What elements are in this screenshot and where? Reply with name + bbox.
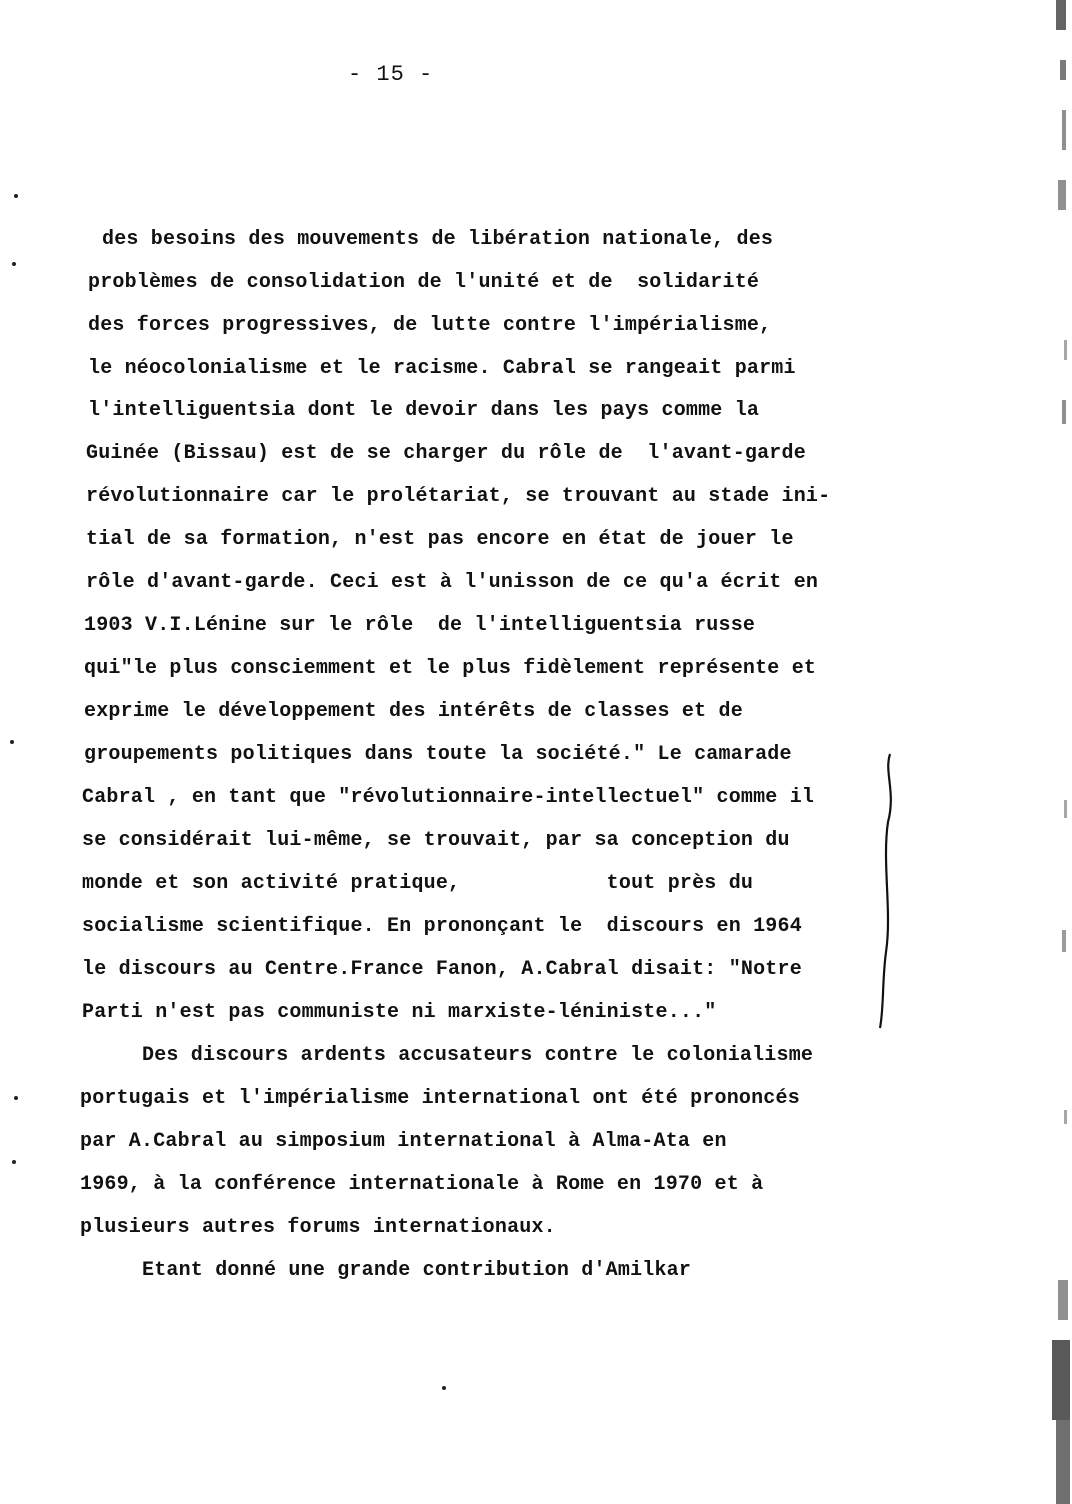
text-line: tial de sa formation, n'est pas encore en état de jouer le [86, 528, 794, 551]
text-line: problèmes de consolidation de l'unité et de solidarité [88, 271, 760, 294]
text-line: Des discours ardents accusateurs contre le colonialisme [142, 1044, 814, 1067]
scan-edge-noise [1038, 0, 1072, 1504]
text-line: 1903 V.I.Lénine sur le rôle de l'intelliguentsia russe [84, 614, 756, 637]
text-line: Guinée (Bissau) est de se charger du rôle de l'avant-garde [86, 442, 806, 465]
text-line: Parti n'est pas communiste ni marxiste-léniniste..." [82, 1001, 717, 1024]
text-line: 1969, à la conférence internationale à Rome en 1970 et à [80, 1173, 764, 1196]
text-line: révolutionnaire car le prolétariat, se trouvant au stade ini- [86, 485, 831, 508]
text-line: Cabral , en tant que "révolutionnaire-intellectuel" comme il [82, 786, 815, 809]
text-line: se considérait lui-même, se trouvait, par sa conception du [82, 829, 790, 852]
text-line: le néocolonialisme et le racisme. Cabral se rangeait parmi [88, 357, 796, 380]
text-line: des besoins des mouvements de libération nationale, des [102, 228, 774, 251]
margin-speck [14, 1096, 18, 1100]
text-line: Etant donné une grande contribution d'Amilkar [142, 1259, 692, 1282]
text-line: socialisme scientifique. En prononçant le discours en 1964 [82, 915, 802, 938]
margin-speck [12, 262, 16, 266]
margin-speck [14, 194, 18, 198]
text-line: l'intelliguentsia dont le devoir dans les pays comme la [88, 399, 760, 422]
margin-speck [12, 1160, 16, 1164]
text-line: portugais et l'impérialisme international ont été prononcés [80, 1087, 800, 1110]
text-line: le discours au Centre.France Fanon, A.Cabral disait: "Notre [82, 958, 802, 981]
page-number: - 15 - [348, 62, 434, 87]
text-line: qui"le plus consciemment et le plus fidèlement représente et [84, 657, 817, 680]
text-line: rôle d'avant-garde. Ceci est à l'unisson de ce qu'a écrit en [86, 571, 819, 594]
text-line: des forces progressives, de lutte contre l'impérialisme, [88, 314, 772, 337]
margin-speck [442, 1386, 446, 1390]
margin-speck [10, 740, 14, 744]
text-line: exprime le développement des intérêts de classes et de [84, 700, 743, 723]
text-line: groupements politiques dans toute la société." Le camarade [84, 743, 792, 766]
text-line: plusieurs autres forums internationaux. [80, 1216, 556, 1239]
margin-bracket-mark [876, 752, 898, 1030]
text-line: monde et son activité pratique, tout près du [82, 872, 754, 895]
text-line: par A.Cabral au simposium international à Alma-Ata en [80, 1130, 727, 1153]
